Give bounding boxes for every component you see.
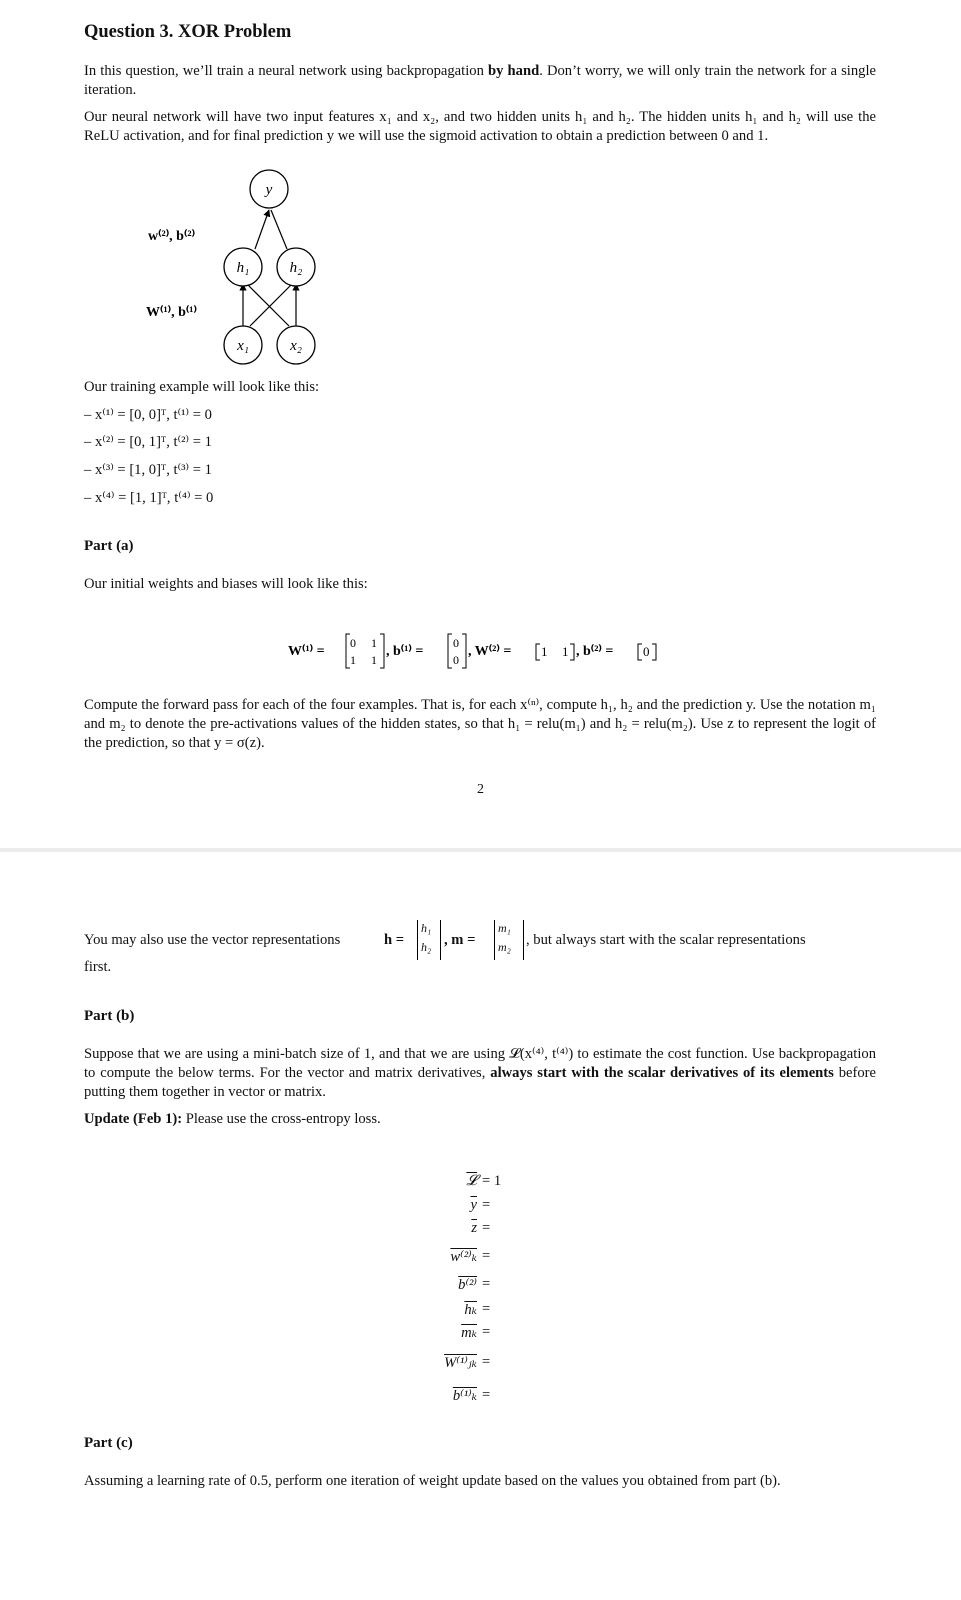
part-b-text-c: before putting them together in vector or matrix. (84, 1065, 876, 1100)
node-h1-label: h₁ (236, 260, 250, 276)
W2-label: , W⁽²⁾ = (468, 644, 512, 659)
b1-left-bracket (448, 634, 452, 668)
label-layer-2-params: w⁽²⁾, b⁽²⁾ (148, 229, 196, 244)
part-b-heading: Part (b) (84, 1008, 135, 1024)
derivative-lhs-z: $\overline{z}$ (471, 1220, 477, 1236)
forward-pass-instructions: Compute the forward pass for each of the four examples. That is, for each x⁽ⁿ⁾, compute h₁, h₂ and the prediction y. Use the notation m₁ and m₂ to denote the pre-activations values of the hidden states, so that h₁ = relu(m₁) and h₂ = relu(m₂). Use z to represent the logit of the prediction, so that y = σ(z). (84, 697, 876, 751)
training-example-3: – x⁽³⁾ = [1, 0]ᵀ, t⁽³⁾ = 1 (84, 462, 212, 478)
training-intro: Our training example will look like this: (84, 379, 320, 395)
b2-left-bracket (638, 644, 642, 660)
intro-paragraph-1 (84, 62, 876, 100)
W1-right-bracket (380, 634, 384, 668)
weights-equation (280, 628, 680, 674)
node-h2-label: h₂ (289, 260, 303, 276)
part-b-text-bold: always start with the scalar derivatives of its elements (490, 1065, 834, 1081)
derivative-lhs-w2: w⁽²⁾ₖ (450, 1249, 477, 1265)
intro-text-a: In this question, we’ll train a neural network using backpropagation (84, 63, 488, 79)
node-x1-label: x₁ (237, 338, 249, 354)
edge-x2-h1 (247, 284, 289, 326)
derivative-lhs-m: $\overline{m_k}$ (461, 1325, 477, 1341)
vector-m-entry-2: m₂ (498, 940, 511, 954)
derivative-lhs-loss: 𝓛 (466, 1173, 477, 1189)
part-b-text-a: Suppose that we are using a mini-batch size of 1, and that we are using 𝓛(x⁽⁴⁾, t⁽⁴⁾) to estimate the cost function. Use backpropagation to compute the below terms. For the vector and matrix derivatives, (84, 1046, 876, 1081)
W2-left-bracket (536, 644, 540, 660)
vector-text-b: , but always start with the scalar representations (526, 932, 806, 948)
b1-cell-1: 0 (453, 636, 459, 650)
derivative-lhs-b1: b⁽¹⁾ₖ (452, 1388, 477, 1404)
vector-text-a: You may also use the vector representations (84, 932, 341, 948)
label-layer-1-params: W⁽¹⁾, b⁽¹⁾ (146, 305, 197, 320)
part-a-heading: Part (a) (84, 538, 134, 554)
vector-h-entry-2: h₂ (421, 940, 432, 954)
W1-cell-11: 0 (350, 636, 356, 650)
b1-right-bracket (462, 634, 466, 668)
derivative-rhs-h: = (482, 1301, 491, 1317)
derivative-rhs-w2: = (482, 1248, 491, 1264)
derivative-lhs-y: $\overline{y}$ (470, 1197, 477, 1213)
edge-h1-y (255, 210, 269, 249)
derivative-lhs-h: $\overline{h_k}$ (464, 1302, 477, 1318)
derivative-rhs-z: = (482, 1220, 491, 1236)
update-note (84, 1110, 876, 1129)
vector-m-entry-1: m₁ (498, 921, 511, 935)
training-example-1: – x⁽¹⁾ = [0, 0]ᵀ, t⁽¹⁾ = 0 (84, 407, 212, 423)
b1-label: , b⁽¹⁾ = (386, 644, 424, 659)
derivative-rhs-m: = (482, 1324, 491, 1340)
vector-h-matrix (417, 920, 441, 960)
update-label: Update (Feb 1): (84, 1111, 183, 1127)
node-x2-label: x₂ (290, 338, 302, 354)
vector-m-label: , m = (444, 932, 476, 948)
intro-paragraph-2: Our neural network will have two input features x₁ and x₂, and two hidden units h₁ and h₂. The hidden units h₁ and h₂ will use the ReLU activation, and for final prediction y we will use the sigmoid activation to obtain a prediction between 0 and 1. (84, 109, 876, 144)
derivative-rhs-b2: = (482, 1276, 491, 1292)
W2-right-bracket (570, 644, 574, 660)
vector-m-matrix (494, 920, 524, 960)
training-example-4: – x⁽⁴⁾ = [1, 1]ᵀ, t⁽⁴⁾ = 0 (84, 490, 214, 506)
vector-h-entry-1: h₁ (421, 921, 432, 935)
derivative-rhs-W1: = (482, 1354, 491, 1370)
weights-intro: Our initial weights and biases will look like this: (84, 576, 368, 592)
W1-label: W⁽¹⁾ = (288, 644, 325, 659)
W2-cell-1: 1 (541, 644, 548, 659)
intro-text-bold: by hand (488, 63, 540, 79)
derivative-rhs-b1: = (482, 1387, 491, 1403)
derivative-lhs-W1: W⁽¹⁾ⱼₖ (444, 1355, 477, 1371)
b2-cell-1: 0 (643, 644, 650, 659)
intro-text-c: . Don’t worry, we will only train the network for a single iteration. (84, 63, 876, 98)
training-example-2: – x⁽²⁾ = [0, 1]ᵀ, t⁽²⁾ = 1 (84, 434, 212, 450)
derivative-lhs-b2: b⁽²⁾ (458, 1277, 477, 1293)
question-title: Question 3. XOR Problem (84, 22, 292, 42)
derivative-rhs-y: = (482, 1197, 491, 1213)
b1-cell-2: 0 (453, 653, 459, 667)
node-y-label: y (265, 182, 273, 198)
edge-h2-y (271, 210, 287, 249)
vector-representation-line (84, 920, 884, 954)
b2-right-bracket (652, 644, 656, 660)
vector-text-c: first. (84, 959, 112, 975)
W2-cell-2: 1 (562, 644, 569, 659)
part-c-heading: Part (c) (84, 1435, 133, 1451)
W1-cell-12: 1 (371, 636, 377, 650)
W1-cell-21: 1 (350, 653, 356, 667)
update-text: Please use the cross-entropy loss. (182, 1111, 381, 1127)
edge-x1-h2 (250, 284, 292, 326)
network-diagram (130, 168, 350, 368)
part-c-text: Assuming a learning rate of 0.5, perform one iteration of weight update based on the values you obtained from part (b). (84, 1473, 781, 1489)
derivative-rhs-loss: = 1 (482, 1173, 502, 1189)
page-number: 2 (477, 782, 484, 797)
vector-h-label: h = (384, 932, 405, 948)
W1-cell-22: 1 (371, 653, 377, 667)
part-b-text (84, 1045, 876, 1102)
page-2 (0, 852, 961, 1600)
b2-label: , b⁽²⁾ = (576, 644, 614, 659)
